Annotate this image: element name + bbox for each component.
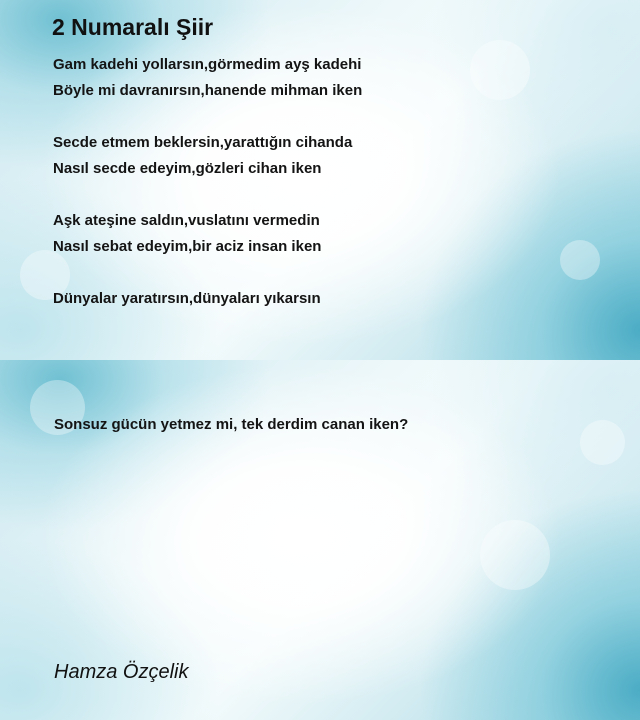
poem-line: Böyle mi davranırsın,hanende mihman iken <box>53 82 363 99</box>
bokeh-light <box>480 520 550 590</box>
poem-title: 2 Numaralı Şiir <box>52 14 214 40</box>
bokeh-light <box>580 420 625 465</box>
bokeh-light <box>470 40 530 100</box>
poem-line: Secde etmem beklersin,yarattığın cihanda <box>53 134 353 151</box>
bokeh-light <box>560 240 600 280</box>
poem-line: Dünyalar yaratırsın,dünyaları yıkarsın <box>53 290 321 307</box>
poem-line: Nasıl secde edeyim,gözleri cihan iken <box>53 160 322 177</box>
poem-final-line: Sonsuz gücün yetmez mi, tek derdim canan iken? <box>54 416 409 433</box>
stanza <box>53 130 352 182</box>
stanza <box>53 208 321 260</box>
poem-line: Nasıl sebat edeyim,bir aciz insan iken <box>53 238 322 255</box>
poem-author: Hamza Özçelik <box>54 661 189 683</box>
poem-line: Aşk ateşine saldın,vuslatını vermedin <box>53 212 320 229</box>
poem-line: Gam kadehi yollarsın,görmedim ayş kadehi <box>53 56 362 73</box>
stanza <box>53 52 362 104</box>
stanza <box>53 286 321 312</box>
poem-panel-bottom <box>0 360 640 720</box>
